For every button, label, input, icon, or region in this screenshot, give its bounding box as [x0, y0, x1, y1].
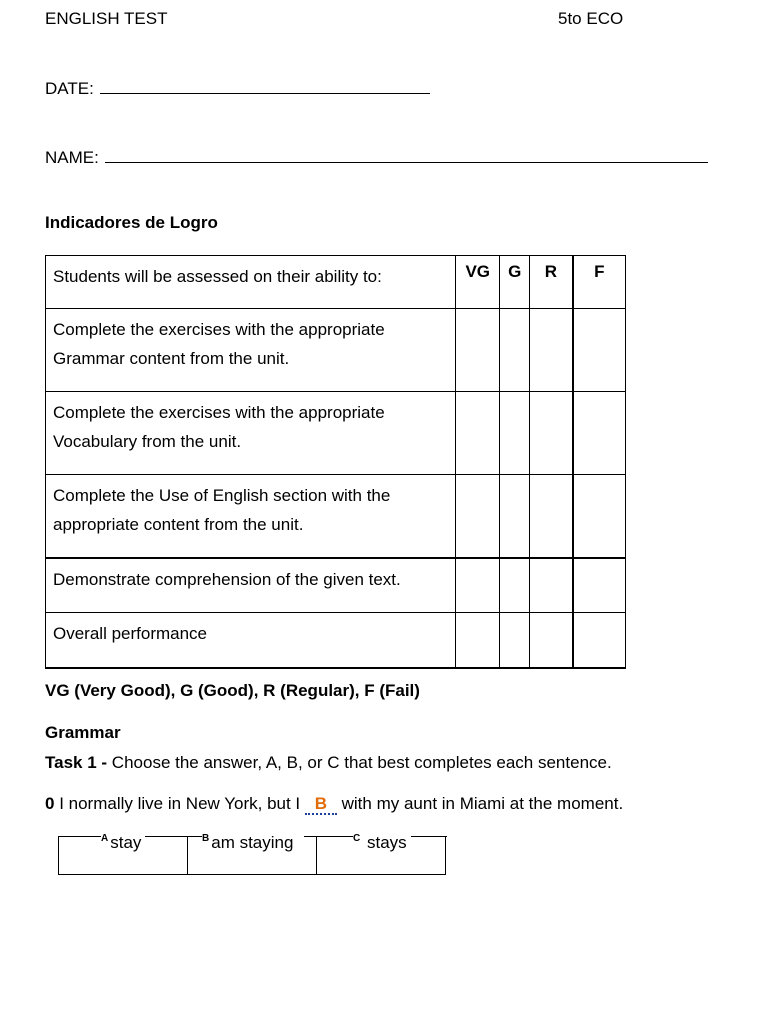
- rating-cell[interactable]: [500, 613, 530, 668]
- example-text-before: I normally live in New York, but I: [59, 794, 301, 813]
- table-row: [46, 475, 626, 558]
- date-field[interactable]: [100, 77, 430, 94]
- indicator-cell: Complete the exercises with the appropriate Grammar content from the unit.: [46, 309, 456, 392]
- rating-cell[interactable]: [573, 558, 626, 613]
- table-row: [46, 392, 626, 475]
- rating-cell[interactable]: [500, 558, 530, 613]
- rating-cell[interactable]: [500, 309, 530, 392]
- grade-label: 5to ECO: [558, 9, 624, 28]
- option-b[interactable]: [187, 833, 317, 875]
- example-text-after: with my aunt in Miami at the moment.: [341, 794, 624, 813]
- rating-cell[interactable]: [530, 558, 573, 613]
- rating-cell[interactable]: [456, 558, 500, 613]
- grammar-heading: Grammar: [45, 723, 121, 742]
- rating-cell[interactable]: [530, 613, 573, 668]
- option-letter: B: [202, 833, 210, 844]
- rating-cell[interactable]: [573, 309, 626, 392]
- rating-cell[interactable]: [456, 392, 500, 475]
- option-a[interactable]: [58, 833, 188, 875]
- rating-cell[interactable]: [500, 475, 530, 558]
- example-sentence: [45, 794, 623, 815]
- option-letter: A: [101, 833, 109, 844]
- column-header-g: G: [500, 256, 530, 309]
- name-row: [45, 146, 708, 168]
- column-header-vg: VG: [456, 256, 500, 309]
- rating-legend: VG (Very Good), G (Good), R (Regular), F (Fail): [45, 681, 420, 700]
- indicator-cell: Complete the Use of English section with the appropriate content from the unit.: [46, 475, 456, 558]
- rating-cell[interactable]: [530, 475, 573, 558]
- table-row: [46, 558, 626, 613]
- table-row: [46, 613, 626, 668]
- table-row: [46, 309, 626, 392]
- task-label: Task 1 -: [45, 753, 108, 772]
- option-text: am staying: [211, 833, 294, 852]
- date-label: DATE:: [45, 79, 94, 98]
- name-label: NAME:: [45, 148, 99, 167]
- rating-cell[interactable]: [573, 392, 626, 475]
- example-answer-blank[interactable]: B: [305, 795, 337, 815]
- task-text: Choose the answer, A, B, or C that best completes each sentence.: [111, 753, 612, 772]
- indicator-cell: Complete the exercises with the appropriate Vocabulary from the unit.: [46, 392, 456, 475]
- rating-cell[interactable]: [573, 475, 626, 558]
- example-number: 0: [45, 794, 55, 813]
- rating-cell[interactable]: [530, 392, 573, 475]
- rating-cell[interactable]: [456, 309, 500, 392]
- indicator-cell: Demonstrate comprehension of the given text.: [46, 558, 456, 613]
- rating-cell[interactable]: [530, 309, 573, 392]
- table-header-cell: Students will be assessed on their ability to:: [46, 256, 456, 309]
- rating-cell[interactable]: [500, 392, 530, 475]
- option-c[interactable]: [316, 833, 446, 875]
- indicator-cell: Overall performance: [46, 613, 456, 668]
- option-letter: C: [353, 833, 361, 844]
- rating-cell[interactable]: [456, 475, 500, 558]
- indicators-table: [45, 255, 626, 669]
- date-row: [45, 77, 430, 99]
- answer-options: [58, 833, 446, 875]
- name-field[interactable]: [105, 146, 708, 163]
- column-header-r: R: [530, 256, 573, 309]
- test-title: ENGLISH TEST: [45, 9, 168, 28]
- table-header-row: [46, 256, 626, 309]
- indicators-heading: Indicadores de Logro: [45, 213, 218, 232]
- column-header-f: F: [573, 256, 626, 309]
- rating-cell[interactable]: [456, 613, 500, 668]
- option-text: stay: [110, 833, 142, 852]
- rating-cell[interactable]: [573, 613, 626, 668]
- task-instruction: [45, 753, 612, 773]
- option-text: stays: [366, 833, 407, 852]
